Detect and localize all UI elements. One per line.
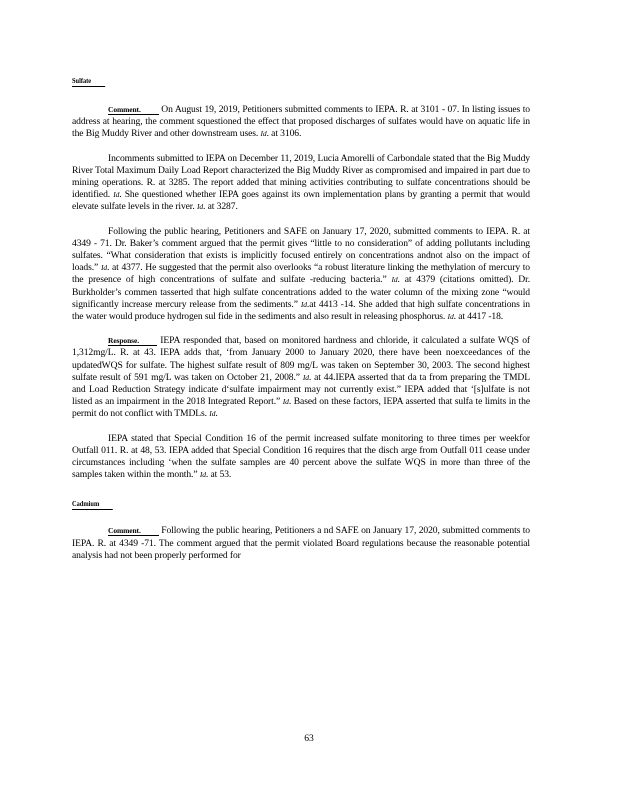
id-citation: Id xyxy=(447,312,454,322)
paragraph-4 xyxy=(72,335,530,420)
paragraph-3-text-2: . at 4377. He suggested that the permit also overlooks “a robust literature linking the methylation of mercury to the presence of high concentrations of sulfate and sulfate -reducing bacteria.” xyxy=(72,262,530,286)
id-citation: Id xyxy=(100,263,107,273)
paragraph-3-text-end: . at 4417 -18. xyxy=(453,311,504,323)
comment-label: Comment. xyxy=(108,526,159,536)
paragraph-5-text-end: . at 53. xyxy=(205,469,232,481)
id-citation: Id xyxy=(196,202,204,212)
paragraph-2 xyxy=(72,153,530,214)
id-citation: Id xyxy=(113,190,120,200)
paragraph-3 xyxy=(72,226,530,324)
sulfate-heading-wrap xyxy=(72,70,530,88)
document-page xyxy=(72,70,530,562)
cadmium-heading-wrap xyxy=(72,493,530,511)
paragraph-4-text-2: . at 44.IEPA asserted that da ta from preparing the TMDL and Load Reduction Strategy indicate d‘sulfate impairment may not currently exist.” IEPA added that ‘[s]ulfate is not listed as an impairment in the 2018 Integrated Report.” xyxy=(72,371,530,408)
paragraph-4-text-end: . xyxy=(215,408,218,420)
response-label: Response. xyxy=(108,336,157,346)
id-citation: Id xyxy=(302,372,309,382)
paragraph-3-text: Following the public hearing, Petitioners and SAFE on January 17, 2020, submitted comments to IEPA. R. at 4349 - 71. Dr. Baker’s comment argued that the permit gives “little to no consideration” of adding pollutants including sulfates. “What consideration that exists is implicitly focused entirely on concentrations andnot also on the impact of loads.” xyxy=(72,225,530,274)
paragraph-5 xyxy=(72,433,530,482)
id-citation: Id xyxy=(260,129,267,139)
paragraph-5-text: IEPA stated that Special Condition 16 of the permit increased sulfate monitoring to three times per weekfor Outfall 011. R. at 48, 53. IEPA added that Special Condition 16 requires that the disch arge from Outfall 011 cease under circumstances including ‘when the sulfate samples are 40 percent above the sulfate WQS in more than three of the samples taken within the month.” xyxy=(72,432,530,481)
paragraph-3-text-4: .at 4413 -14. She added that high sulfate concentrations in the water would produce hydrogen sul fide in the sediments and also result in releasing phosphorus. xyxy=(72,298,530,323)
paragraph-1 xyxy=(72,104,530,141)
paragraph-2-text-end: . at 3287. xyxy=(203,201,238,213)
paragraph-1-text-end: . at 3106. xyxy=(266,128,302,140)
paragraph-2-text: Incomments submitted to IEPA on December 11, 2019, Lucia Amorelli of Carbondale stated that the Big Muddy River Total Maximum Daily Load Report characterized the Big Muddy River as compromised and impaired in part due to mining operations. R. at 3285. The report added that mining activities contributing to sulfate concentrations should be identified. xyxy=(72,152,530,201)
id-citation: Id xyxy=(209,409,216,419)
paragraph-3-text-3: . at 4379 (citations omitted). Dr. Burkholder’s commen tasserted that high sulfate concentrations added to the water column of the mixing zone “would significantly increase mercury release from the sediments.” xyxy=(72,274,530,310)
paragraph-6-text: Following the public hearing, Petitioners a nd SAFE on January 17, 2020, submitted comments to IEPA. R. at 4349 -71. The comment argued that the permit violated Board regulations because the reasonable potential analysis had not been properly performed for xyxy=(72,525,530,561)
page-number: 63 xyxy=(304,733,314,744)
id-citation: Id xyxy=(300,299,307,309)
paragraph-2-text-mid: . She questioned whether IEPA goes against its own implementation plans by granting a permit that would elevate sulfate levels in the river. xyxy=(72,189,530,213)
paragraph-1-text: On August 19, 2019, Petitioners submitted comments to IEPA. R. at 3101 - 07. In listing issues to address at hearing, the comment squestioned the effect that proposed discharges of sulfates would have on aquatic life in the Big Muddy River and other downstream uses. xyxy=(72,104,530,140)
id-citation: Id xyxy=(391,275,398,285)
comment-label: Comment. xyxy=(108,105,159,115)
paragraph-6 xyxy=(72,525,530,562)
id-citation: Id xyxy=(282,397,289,407)
section-heading-cadmium: Cadmium xyxy=(72,499,113,510)
paragraph-4-text: IEPA responded that, based on monitored hardness and chloride, it calculated a sulfate WQS of 1,312mg/L. R. at 43. IEPA adds that, ‘from January 2000 to January 2020, there have been noexceedances of the updatedWQS for sulfate. The highest sulfate result of 809 mg/L was taken on September 30, 2003. The second highest sulfate result of 591 mg/L was taken on October 21, 2008.” xyxy=(72,335,530,383)
section-heading-sulfate: Sulfate xyxy=(72,76,105,87)
id-citation: Id xyxy=(199,470,206,480)
paragraph-4-text-3: . Based on these factors, IEPA asserted that sulfa te limits in the permit do not conflict with TMDLs. xyxy=(72,396,530,420)
